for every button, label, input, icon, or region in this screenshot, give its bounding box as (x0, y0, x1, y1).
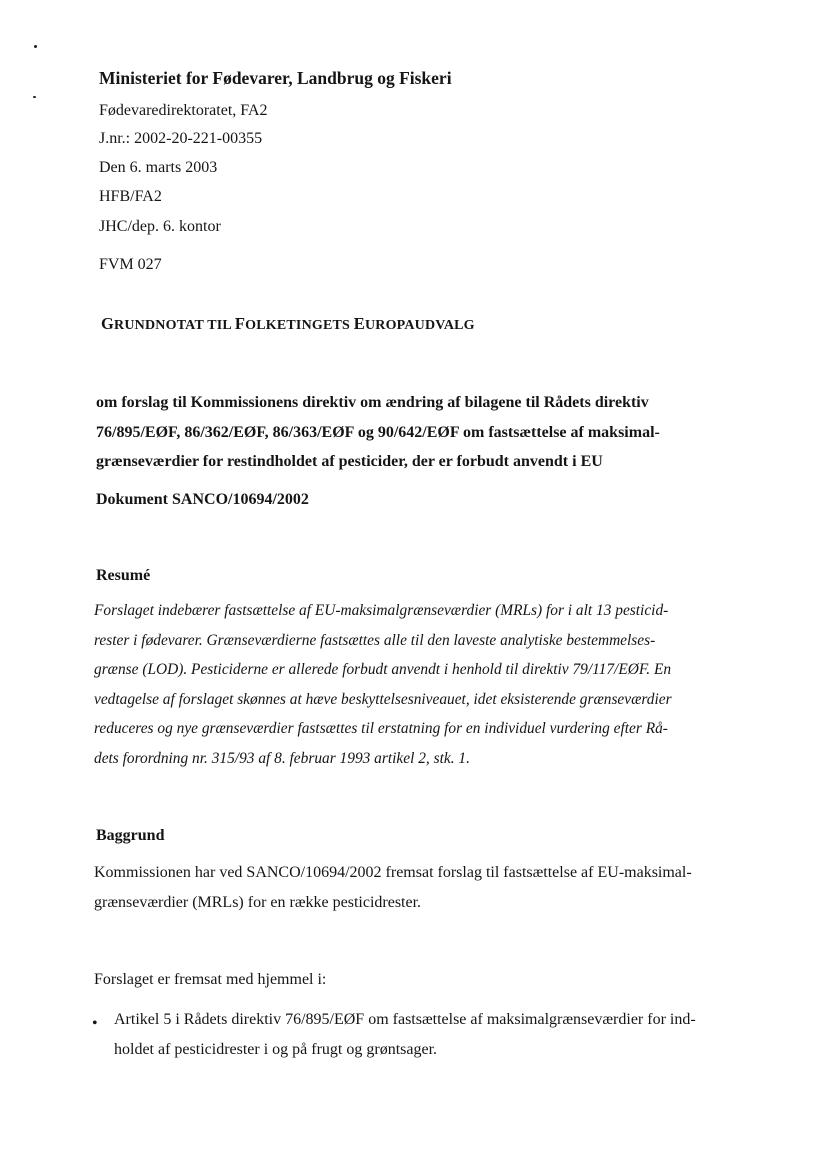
document-reference: Dokument SANCO/10694/2002 (96, 491, 309, 508)
title-cap-1: G (101, 314, 115, 333)
reference-2: JHC/dep. 6. kontor (99, 218, 221, 235)
resume-line: vedtagelse af forslaget skønnes at hæve beskyttelsesniveauet, idet eksisterende grænseværdier (94, 691, 672, 708)
subject-line: grænseværdier for restindholdet af pesticider, der er forbudt anvendt i EU (96, 453, 603, 470)
resume-heading: Resumé (96, 567, 151, 584)
resume-line: reduceres og nye grænseværdier fastsættes til erstatning for en individuel vurdering efter Rå- (94, 720, 668, 737)
document-title (101, 314, 475, 334)
title-cap-2: F (234, 314, 246, 333)
ministry-name: Ministeriet for Fødevarer, Landbrug og Fiskeri (99, 68, 452, 88)
legal-basis-intro: Forslaget er fremsat med hjemmel i: (94, 971, 327, 988)
bullet-marker: • (92, 1015, 98, 1032)
title-rest-3: UROPAUDVALG (364, 318, 475, 333)
resume-line: rester i fødevarer. Grænseværdierne fastsættes alle til den laveste analytiske bestemmelses- (94, 632, 656, 649)
title-rest-1: RUNDNOTAT TIL (114, 318, 235, 333)
scan-speck (34, 45, 37, 48)
reference-1: HFB/FA2 (99, 188, 162, 205)
resume-line: dets forordning nr. 315/93 af 8. februar 1993 artikel 2, stk. 1. (94, 750, 470, 767)
directorate: Fødevaredirektoratet, FA2 (99, 102, 268, 119)
subject-line: 76/895/EØF, 86/362/EØF, 86/363/EØF og 90/642/EØF om fastsættelse af maksimal- (96, 424, 660, 441)
subject-line: om forslag til Kommissionens direktiv om ændring af bilagene til Rådets direktiv (96, 394, 649, 411)
bullet-item-line: Artikel 5 i Rådets direktiv 76/895/EØF om fastsættelse af maksimalgrænseværdier for ind- (114, 1011, 696, 1028)
resume-line: grænse (LOD). Pesticiderne er allerede forbudt anvendt i henhold til direktiv 79/117/EØF. En (94, 661, 672, 678)
reference-3: FVM 027 (99, 256, 162, 273)
document-date: Den 6. marts 2003 (99, 159, 218, 176)
title-cap-3: E (353, 314, 365, 333)
resume-line: Forslaget indebærer fastsættelse af EU-maksimalgrænseværdier (MRLs) for i alt 13 pesticid- (94, 602, 669, 619)
journal-number: J.nr.: 2002-20-221-00355 (99, 130, 263, 147)
background-heading: Baggrund (96, 827, 165, 844)
bullet-item-line: holdet af pesticidrester i og på frugt og grøntsager. (114, 1041, 438, 1058)
background-paragraph-line: Kommissionen har ved SANCO/10694/2002 fremsat forslag til fastsættelse af EU-maksimal- (94, 864, 692, 881)
background-paragraph-line: grænseværdier (MRLs) for en række pesticidrester. (94, 894, 422, 911)
scan-speck (33, 96, 36, 98)
title-rest-2: OLKETINGETS (245, 318, 354, 333)
